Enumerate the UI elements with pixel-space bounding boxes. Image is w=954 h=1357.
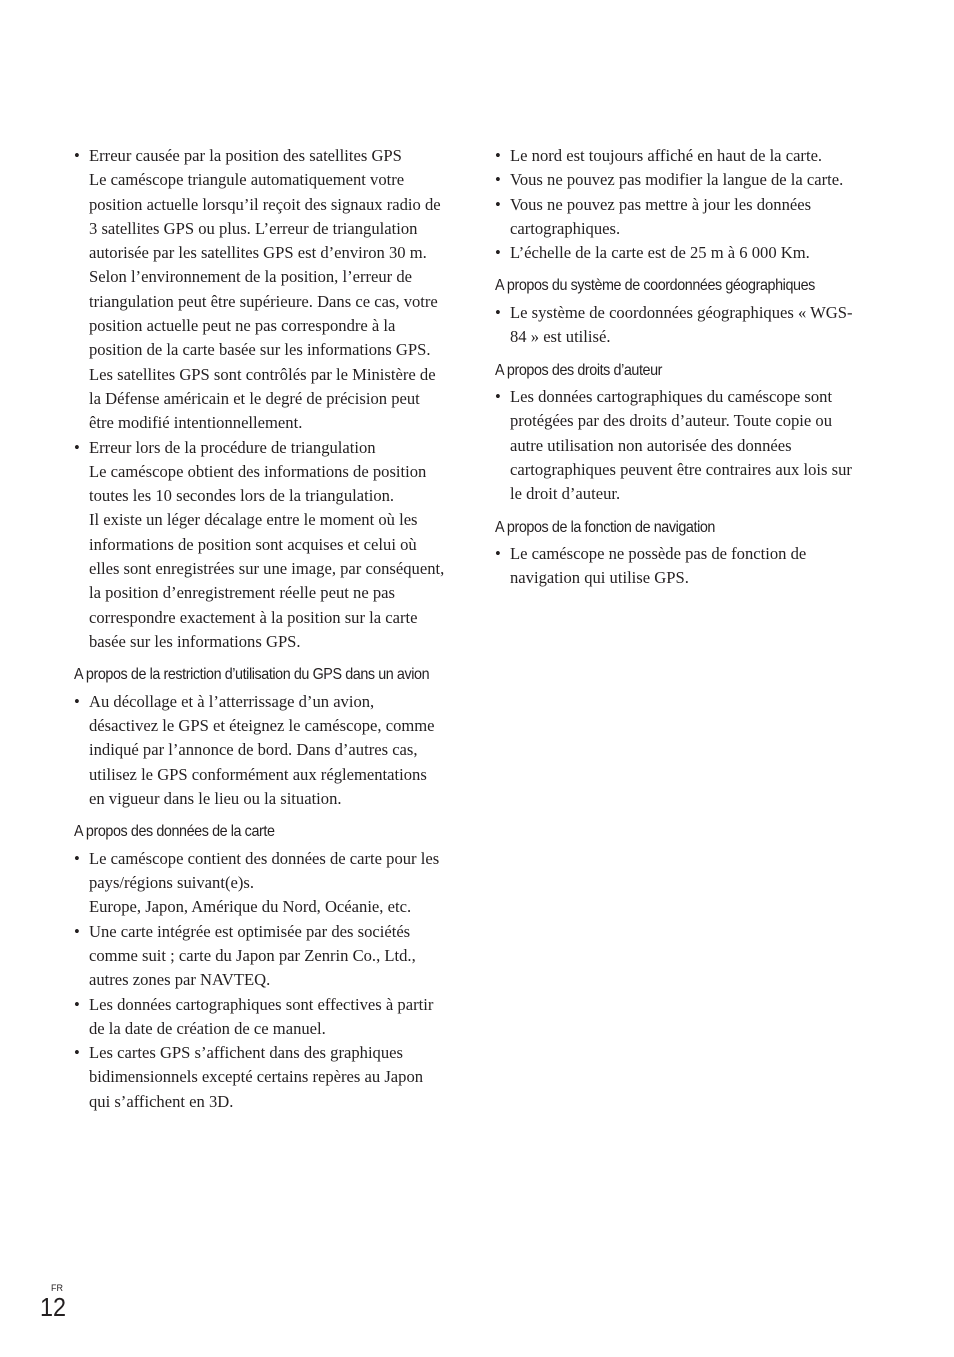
list-item-copyright bbox=[495, 385, 867, 506]
right-column bbox=[495, 144, 867, 591]
list-item-navigation bbox=[495, 542, 867, 591]
item-text: Une carte intégrée est optimisée par des sociétés comme suit ; carte du Japon par Zenrin Co., Ltd., autres zones par NAVTEQ. bbox=[89, 921, 416, 990]
list-item-language bbox=[495, 168, 867, 192]
item-title: Erreur causée par la position des satellites GPS bbox=[89, 146, 402, 165]
bullet-icon: • bbox=[74, 994, 80, 1014]
item-text: Les données cartographiques du caméscope sont protégées par des droits d’auteur. Toute copie ou autre utilisation non autorisée des données cartographiques peuvent être contraires aux lois sur le droit d’auteur. bbox=[510, 387, 852, 504]
item-text: Vous ne pouvez pas modifier la langue de la carte. bbox=[510, 170, 844, 190]
bullet-icon: • bbox=[495, 544, 501, 564]
bullet-icon: • bbox=[495, 387, 501, 407]
section-heading-airplane: A propos de la restriction d’utilisation du GPS dans un avion bbox=[74, 666, 430, 684]
bullet-icon: • bbox=[74, 921, 80, 941]
section-heading-navigation: A propos de la fonction de navigation bbox=[495, 518, 715, 536]
item-text: Le caméscope triangule automatiquement votre position actuelle lorsqu’il reçoit des signaux radio de 3 satellites GPS ou plus. L’erreur de triangulation autorisée par les satellites GPS est d’environ 30 m. Selon l’environnement de la position, l’erreur de triangulation peut être supérieure. Dans ce cas, votre position actuelle peut ne pas correspondre à la position de la carte basée sur les informations GPS. Les satellites GPS sont contrôlés par le Ministère de la Défense américain et le degré de précision peut être modifié intentionnellement. bbox=[89, 170, 441, 433]
bullet-icon: • bbox=[74, 848, 80, 868]
bullet-icon: • bbox=[495, 302, 501, 322]
item-text: Il existe un léger décalage entre le moment où les informations de position sont acquises et celui où elles sont enregistrées sur une image, par conséquent, la position d’enregistrement réelle peut ne pas correspondre exactement à la position sur la carte basée sur les informations GPS. bbox=[89, 510, 445, 651]
bullet-icon: • bbox=[495, 243, 501, 263]
left-column bbox=[74, 144, 446, 1114]
section-heading-coordinates: A propos du système de coordonnées géographiques bbox=[495, 277, 815, 295]
list-item-scale bbox=[495, 241, 867, 265]
bullet-icon: • bbox=[74, 1043, 80, 1063]
list-item-map-providers bbox=[74, 920, 446, 993]
list-item-triangulation-error bbox=[74, 436, 446, 655]
list-item-map-regions bbox=[74, 847, 446, 920]
item-text: Le caméscope ne possède pas de fonction de navigation qui utilise GPS. bbox=[510, 544, 807, 588]
list-item-update bbox=[495, 193, 867, 242]
bullet-icon: • bbox=[495, 146, 501, 165]
item-text: Le nord est toujours affiché en haut de la carte. bbox=[510, 146, 823, 165]
item-text-regions: Europe, Japon, Amérique du Nord, Océanie, etc. bbox=[89, 897, 412, 917]
bullet-icon: • bbox=[495, 170, 501, 190]
item-title: Erreur lors de la procédure de triangulation bbox=[89, 437, 376, 457]
list-item-north bbox=[495, 144, 867, 168]
item-text: Le caméscope contient des données de carte pour les pays/régions suivant(e)s. bbox=[89, 848, 440, 893]
bullet-icon: • bbox=[74, 691, 80, 711]
page-number: 12 bbox=[40, 1292, 67, 1322]
item-text: Le système de coordonnées géographiques « WGS-84 » est utilisé. bbox=[510, 302, 853, 347]
section-heading-copyright: A propos des droits d’auteur bbox=[495, 361, 663, 379]
list-item-coordinates bbox=[495, 301, 867, 350]
bullet-icon: • bbox=[495, 194, 501, 214]
item-text: Les données cartographiques sont effectives à partir de la date de création de ce manuel. bbox=[89, 994, 434, 1038]
language-code: FR bbox=[51, 1283, 63, 1293]
item-text: Au décollage et à l’atterrissage d’un avion, désactivez le GPS et éteignez le caméscope, comme indiqué par l’annonce de bord. Dans d’autres cas, utilisez le GPS conformément aux réglementations en vigueur dans le lieu ou la situation. bbox=[89, 691, 435, 808]
section-heading-map-data: A propos des données de la carte bbox=[74, 823, 275, 841]
list-item-map-validity bbox=[74, 993, 446, 1042]
bullet-icon: • bbox=[74, 437, 80, 457]
item-text: Le caméscope obtient des informations de position toutes les 10 secondes lors de la triangulation. bbox=[89, 461, 427, 506]
item-text: Les cartes GPS s’affichent dans des graphiques bidimensionnels excepté certains repères au Japon qui s’affichent en 3D. bbox=[89, 1043, 424, 1111]
list-item-map-3d bbox=[74, 1041, 446, 1114]
bullet-icon: • bbox=[74, 146, 80, 165]
list-item-gps-satellite-error bbox=[74, 144, 446, 436]
item-text: L’échelle de la carte est de 25 m à 6 000 Km. bbox=[510, 243, 810, 263]
list-item-airplane bbox=[74, 690, 446, 811]
item-text: Vous ne pouvez pas mettre à jour les données cartographiques. bbox=[510, 194, 812, 238]
